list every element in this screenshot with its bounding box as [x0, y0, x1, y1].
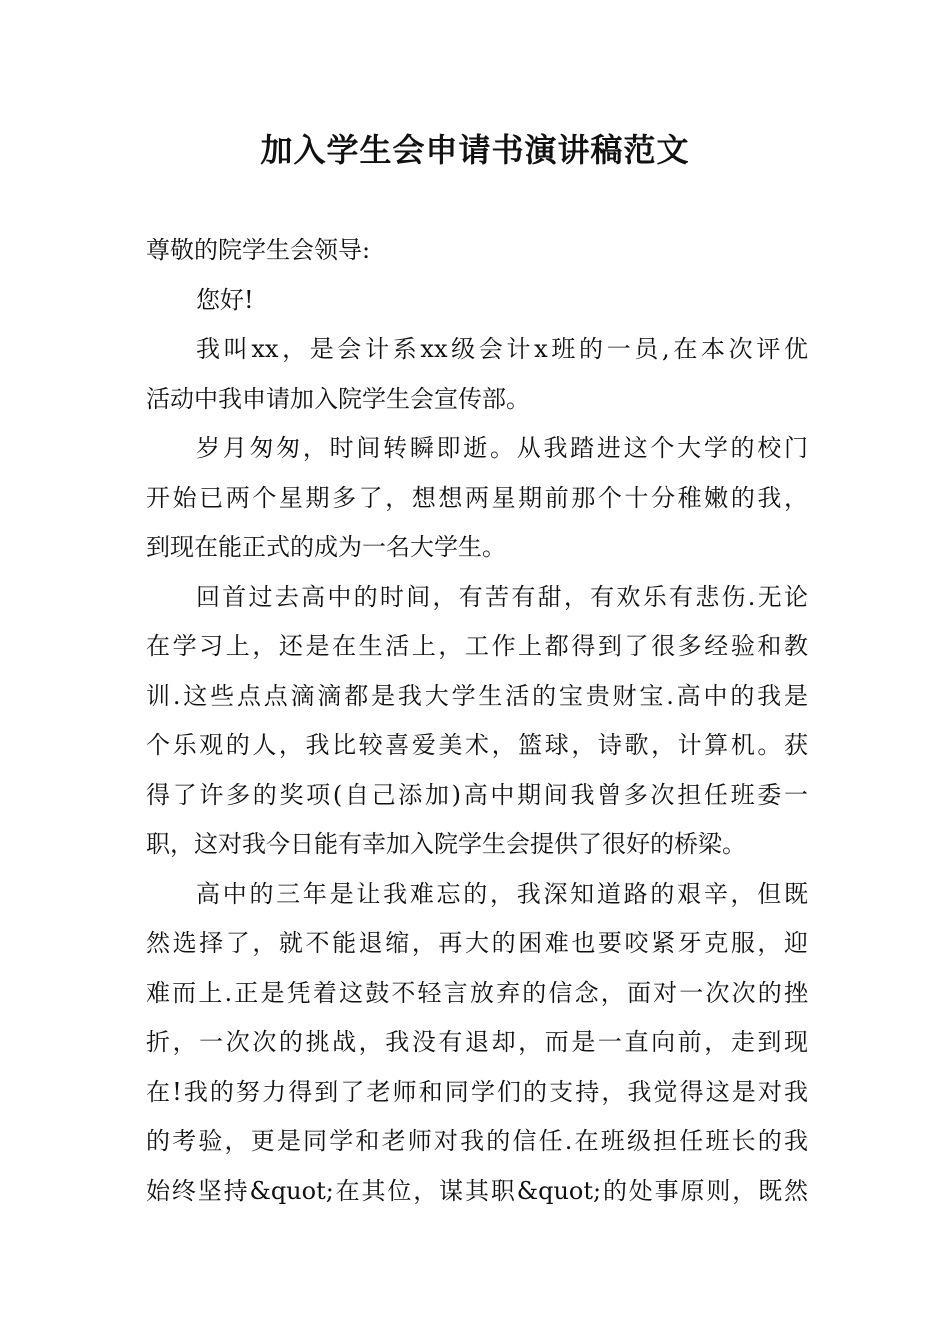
- paragraph-line: 到现在能正式的成为一名大学生。: [146, 533, 506, 561]
- paragraph-line: 折，一次次的挑战，我没有退却，而是一直向前，走到现: [146, 1028, 808, 1056]
- document-body: [146, 226, 808, 1216]
- paragraph-line: 始终坚持&quot;在其位，谋其职&quot;的处事原则，既然: [146, 1176, 808, 1205]
- paragraph-line: 回首过去高中的时间，有苦有甜，有欢乐有悲伤.无论: [196, 582, 808, 611]
- greeting-line: 您好!: [196, 285, 254, 314]
- paragraph-line: 训.这些点点滴滴都是我大学生活的宝贵财宝.高中的我是: [146, 681, 808, 710]
- paragraph-line: 在!我的努力得到了老师和同学们的支持，我觉得这是对我: [146, 1077, 808, 1106]
- paragraph-line: 活动中我申请加入院学生会宣传部。: [146, 384, 530, 413]
- paragraph-line: 的考验，更是同学和老师对我的信任.在班级担任班长的我: [146, 1127, 808, 1155]
- paragraph-line: 难而上.正是凭着这鼓不轻言放弃的信念，面对一次次的挫: [146, 978, 808, 1007]
- paragraph-line: 在学习上，还是在生活上，工作上都得到了很多经验和教: [146, 632, 808, 660]
- paragraph-4: [146, 870, 808, 1217]
- salutation-line: 尊敬的院学生会领导:: [146, 236, 371, 264]
- greeting: [146, 276, 808, 326]
- paragraph-line: 得了许多的奖项(自己添加)高中期间我曾多次担任班委一: [146, 780, 808, 809]
- document-title: 加入学生会申请书演讲稿范文: [260, 131, 690, 169]
- paragraph-line: 开始已两个星期多了，想想两星期前那个十分稚嫩的我，: [146, 483, 808, 512]
- paragraph-3: [146, 573, 808, 870]
- paragraph-2: [146, 424, 808, 573]
- paragraph-1: [146, 325, 808, 424]
- paragraph-line: 职，这对我今日能有幸加入院学生会提供了很好的桥梁。: [146, 830, 746, 858]
- paragraph-line: 我叫xx，是会计系xx级会计x班的一员,在本次评优: [196, 335, 808, 363]
- paragraph-line: 高中的三年是让我难忘的，我深知道路的艰辛，但既: [196, 879, 808, 908]
- paragraph-line: 岁月匆匆，时间转瞬即逝。从我踏进这个大学的校门: [196, 434, 808, 462]
- paragraph-line: 然选择了，就不能退缩，再大的困难也要咬紧牙克服，迎: [146, 929, 808, 957]
- salutation: [146, 226, 808, 276]
- paragraph-line: 个乐观的人，我比较喜爱美术，篮球，诗歌，计算机。获: [146, 731, 808, 759]
